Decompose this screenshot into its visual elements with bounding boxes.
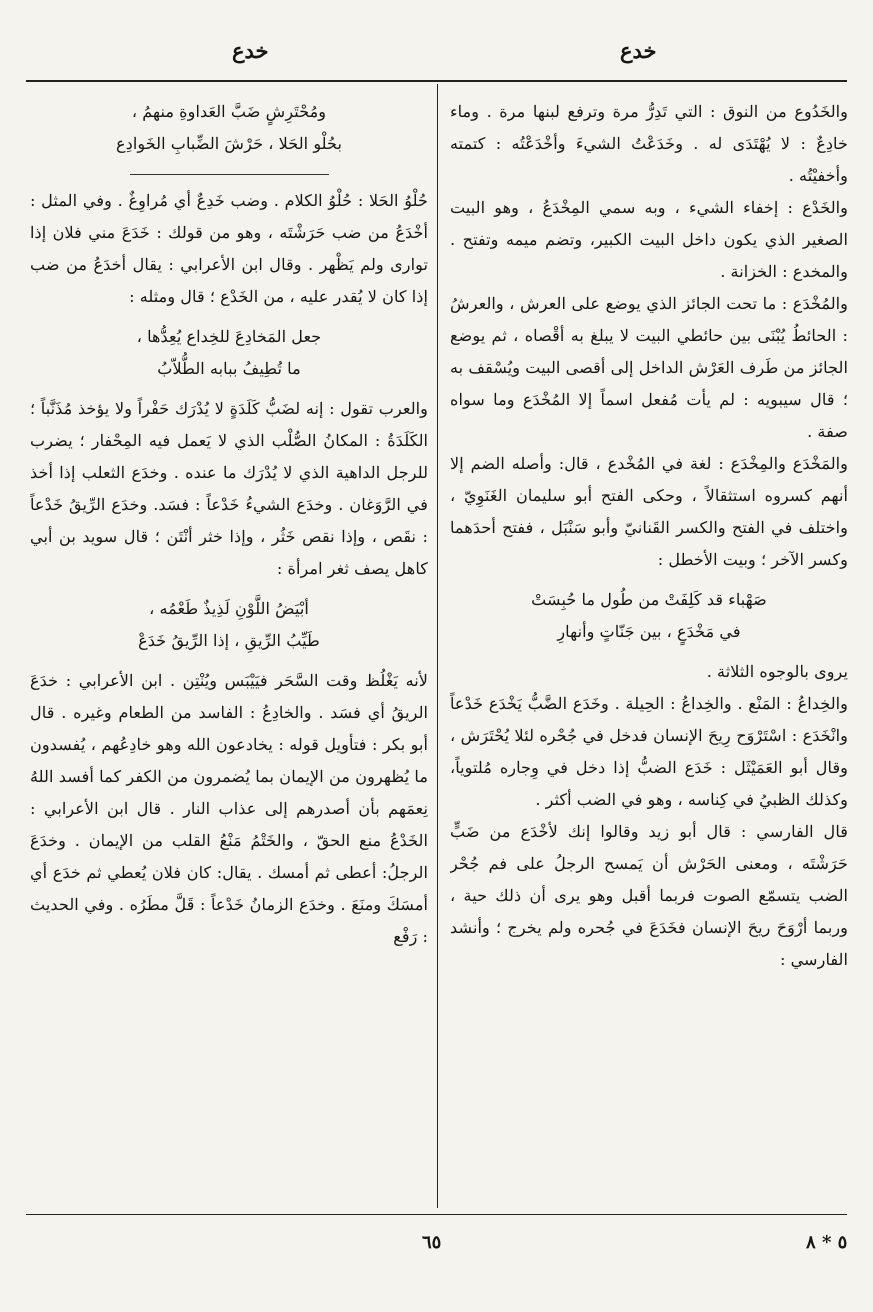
verse-line: ما تُطِيفُ ببابه الطُّلاّبُ (157, 359, 301, 378)
paragraph: والعرب تقول : إنه لضَبُّ كَلَدَةٍ لا يُدْرَك حَفْراً ولا يؤخذ مُذَنَّباً ؛ الكَلَدَةُ : المكانُ الصُّلْب الذي لا يَعمل فيه المِحْفار ؛ يضرب للرجل الداهية الذي لا يُدْرَك ما عنده . وخدَع الثعلب إذا أخذ في الرَّوَغان . وخدَع الشيءُ خَدْعاً : فسَد. وخدَع الرِّيقُ خَدْعاً : نقَص ، وإذا نقص خَثُر ، وإذا خثر أنْتَن ؛ قال سويد بن أبي كاهل يصف ثغر امرأة : (30, 399, 428, 578)
verse-line: طَيِّبُ الرِّيقِ ، إذا الرِّيقُ خَدَعْ (138, 631, 320, 650)
verse-block (30, 313, 428, 393)
paragraph: يروى بالوجوه الثلاثة . (706, 662, 848, 681)
top-rule (26, 80, 847, 82)
right-column (450, 96, 848, 1206)
header-word-left: خدع (232, 38, 269, 63)
page-number: ٦٥ (422, 1232, 442, 1253)
paragraph: والمُخْدَع : ما تحت الجائز الذي يوضع على العرش ، والعرشُ : الحائطُ يُبْنَى بين حائطي البيت لا يبلغ به أقْصاه ، ثم يوضع الجائز من طَرف العَرْش الداخل إلى أقصى البيت ويُسْقف به ؛ قال سيبويه : لم يأت مُفعل اسماً إلا المُخْدَع وما سواه صفة . (450, 294, 848, 441)
section-separator (130, 174, 329, 175)
header-word-right: خدع (620, 38, 657, 63)
verse-line: جعل المَخادِعَ للخِداع يُعِدُّها ، (136, 327, 322, 346)
column-divider (437, 84, 438, 1208)
left-column (30, 96, 428, 1206)
paragraph: قال الفارسي : قال أبو زيد وقالوا إنك لأخْدَع من ضَبٍّ حَرَشْتَه ، ومعنى الحَرْش أن يَمسح الرجلُ على فم جُحْر الضب يتسمّع الصوت فربما أقبل وهو يرى أن ذلك حية ، وربما أرْوَحَ ريحَ الإنسان فخَدَعَ في جُحره ولم يخرج ؛ وأنشد الفارسي : (450, 822, 848, 969)
verse-line: ومُحْتَرِشٍ ضَبَّ العَداوةِ منهمُ ، (131, 102, 327, 121)
verse-line: أبْيَضُ اللَّوْنِ لَذِيذٌ طَعْمُه ، (149, 599, 309, 618)
verse-line: صَهْباء قد كَلِفَتْ من طُول ما حُبِسَتْ (531, 590, 767, 609)
paragraph: والخَدْع : إخفاء الشيء ، وبه سمي المِخْدَعُ ، وهو البيت الصغير الذي يكون داخل البيت الكبير، وتضم ميمه وتفتح . والمخدع : الخزانة . (450, 198, 848, 281)
verse-block (450, 576, 848, 656)
bottom-rule (26, 1214, 847, 1215)
paragraph: والخَدُوع من النوق : التي تَدِرُّ مرة وترفع لبنها مرة . وماء خادِعٌ : لا يُهْتَدَى له . وخَدَعْتُ الشيءَ وأخْدَعْتُه : كتمته وأخفيْتُه . (450, 102, 848, 185)
paragraph: لأنه يَغْلُظ وقت السَّحَر فيَيْبَس ويُنْتِن . ابن الأعرابي : خدَعَ الريقُ أي فسَد . والخادِعُ : الفاسد من الطعام وغيره . قال أبو بكر : فتأويل قوله : يخادعون الله وهو خادِعُهم ، يُفسدون ما يُظهرون من الإيمان بما يُضمرون من الكفر كما أفسد اللهُ نِعمَهم بأن أصدرهم إلى عذاب النار . قال ابن الأعرابي : الخَدْعُ منع الحقّ ، والخَتْمُ مَنْعُ القلب من الإيمان . وخدَعَ الرجلُ: أعطى ثم أمسك . يقال: كان فلان يُعطي ثم خدَع أي أمسَكَ ومنَعَ . وخدَع الزمانُ خَدْعاً : قَلَّ مطَرُه . وفي الحديث : رَفْع (30, 671, 428, 946)
paragraph: والمَخْدَع والمِخْدَع : لغة في المُخْدع ، قال: وأصله الضم إلا أنهم كسروه استثقالاً ، وحكى الفتح أبو سليمان الغَنَوِيّ ، واختلف في الفتح والكسر القَنانيّ وأبو سَنْبَل ، ففتح أحدَهما وكسر الآخر ؛ وبيت الأخطل : (450, 454, 848, 569)
paragraph: والخِداعُ : المَنْع . والخِداعُ : الحِيلة . وخَدَع الضَّبُّ يَخْدَع خَدْعاً وانْخَدَع : اسْتَرْوَح رِيحَ الإنسان فدخل في جُحْره لئلا يُحْتَرَش ، وقال أبو العَمَيْثَل : خَدَع الضبُّ إذا دخل في وِجاره مُلتوياً، وكذلك الظبيُ في كِناسه ، وهو في الضب أكثر . (450, 694, 848, 809)
verse-block (30, 96, 428, 168)
verse-block (30, 585, 428, 665)
signature-mark: ٥ * ٨ (806, 1232, 848, 1253)
verse-line: بحُلْو الحَلا ، حَرْشَ الضِّبابِ الخَوادِع (116, 134, 342, 153)
paragraph: حُلْوُ الحَلا : حُلْوُ الكلام . وضب خَدِعٌ أي مُراوِغٌ . وفي المثل : أخْدَعُ من ضب حَرَشْتَه ، وهو من قولك : خَدَعَ مني فلان إذا توارى ولم يَظْهر . وقال ابن الأعرابي : يقال أخدَعُ من ضب إذا كان لا يُقدر عليه ، من الخَدْع ؛ قال ومثله : (30, 191, 428, 306)
verse-line: في مَخْدَعٍ ، بين جَنّاتٍ وأنهارِ (557, 622, 741, 641)
